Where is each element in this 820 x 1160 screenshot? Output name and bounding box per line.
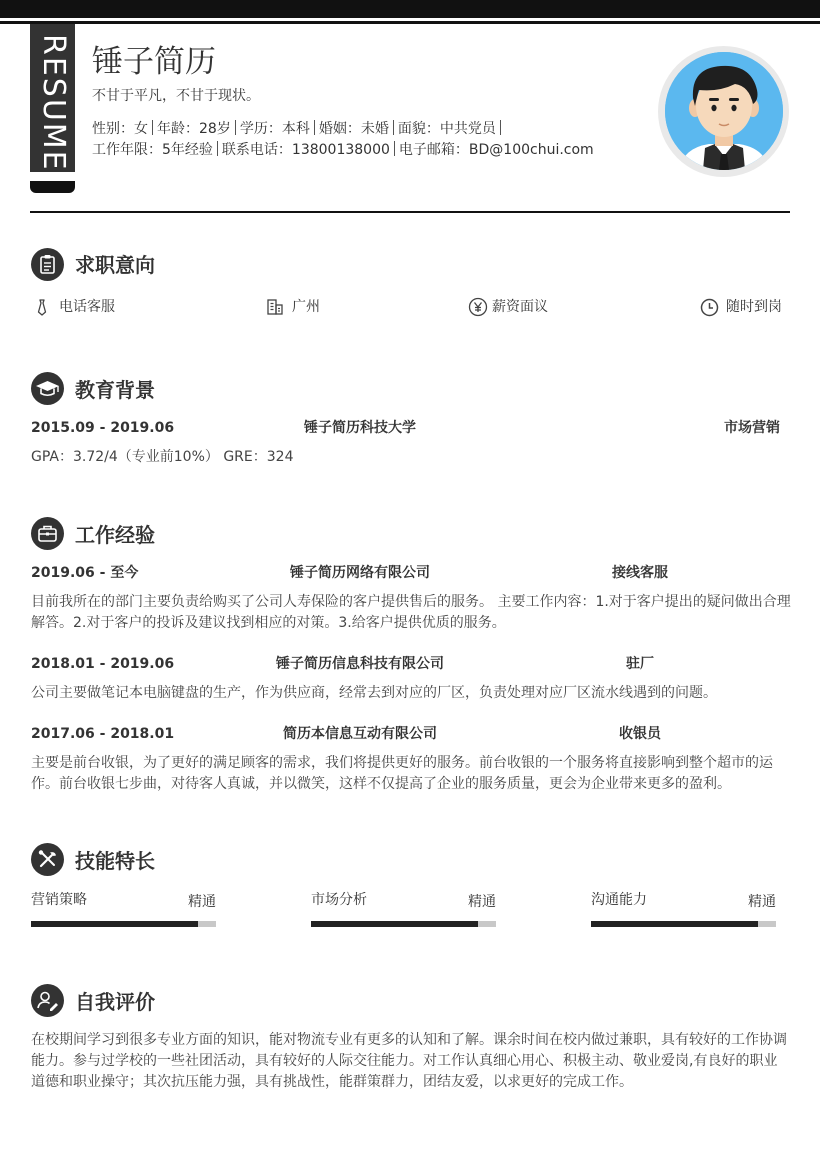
work-desc-2: 公司主要做笔记本电脑键盘的生产，作为供应商，经常去到对应的厂区，负责处理对应厂区流水线遇到的问题。: [31, 685, 717, 701]
tie-icon: [33, 298, 51, 316]
intent-position-text: 电话客服: [59, 299, 115, 315]
section-title-skills: 技能特长: [75, 849, 155, 873]
section-title-education: 教育背景: [75, 378, 155, 402]
resume-label: RESUME: [36, 34, 71, 172]
personal-info-line-1: [92, 119, 505, 139]
skill-bar-fill-3: [591, 921, 758, 927]
skill-name-2: 市场分析: [311, 892, 367, 908]
header-rule: [30, 211, 790, 213]
work-role-3: 收银员: [619, 726, 661, 742]
avatar: [665, 52, 783, 170]
graduation-cap-icon: [31, 372, 64, 405]
info-phone: 联系电话：13800138000: [221, 142, 390, 158]
skill-level-3: 精通: [748, 894, 776, 910]
intent-availability-text: 随时到岗: [726, 299, 782, 315]
info-age: 年龄：28岁: [157, 121, 231, 137]
skill-bar-2: [311, 921, 496, 927]
motto: 不甘于平凡，不甘于现状。: [92, 88, 260, 104]
skill-name-1: 营销策略: [31, 892, 87, 908]
person-edit-icon: [31, 984, 64, 1017]
building-icon: [266, 298, 284, 316]
info-education: 学历：本科: [239, 121, 310, 137]
skill-name-3: 沟通能力: [591, 892, 647, 908]
work-company-3: 简历本信息互动有限公司: [283, 726, 437, 742]
top-line: [0, 21, 820, 24]
candidate-name: 锤子简历: [92, 44, 216, 80]
intent-salary-text: 薪资面议: [492, 299, 548, 315]
avatar-illustration: [665, 52, 783, 170]
personal-info-line-2: [92, 140, 594, 160]
clipboard-icon: [31, 248, 64, 281]
info-experience: 工作年限：5年经验: [92, 142, 213, 158]
skill-bar-fill-1: [31, 921, 198, 927]
work-period-2: 2018.01 - 2019.06: [31, 656, 175, 672]
education-period: 2015.09 - 2019.06: [31, 420, 175, 436]
skill-level-1: 精通: [188, 894, 216, 910]
work-desc-1: 目前我所在的部门主要负责给购买了公司人寿保险的客户提供售后的服务。 主要工作内容：1.对于客户提出的疑问做出合理解答。2.对于客户的投诉及建议找到相应的对策。3.给客户提供优质的服务。: [31, 594, 791, 631]
work-period-1: 2019.06 - 至今: [31, 565, 139, 581]
info-political: 面貌：中共党员: [397, 121, 496, 137]
tools-icon: [31, 843, 64, 876]
info-email: 电子邮箱：BD@100chui.com: [398, 142, 594, 158]
info-marital: 婚姻：未婚: [318, 121, 389, 137]
section-title-self: 自我评价: [75, 990, 155, 1014]
section-title-intent: 求职意向: [75, 253, 155, 277]
briefcase-icon: [31, 517, 64, 550]
skill-level-2: 精通: [468, 894, 496, 910]
work-period-3: 2017.06 - 2018.01: [31, 726, 175, 742]
education-major: 市场营销: [724, 420, 780, 436]
section-title-work: 工作经验: [75, 523, 155, 547]
self-evaluation-text: 在校期间学习到很多专业方面的知识，能对物流专业有更多的认知和了解。课余时间在校内做过兼职，具有较好的工作协调能力。参与过学校的一些社团活动，具有较好的人际交往能力。对工作认真细心用心、积极主动、敬业爱岗,有良好的职业道德和职业操守；其次抗压能力强，具有挑战性，能群策群力，团结友爱，以求更好的完成工作。: [31, 1032, 787, 1090]
intent-city-text: 广州: [292, 299, 320, 315]
top-bar: [0, 0, 820, 18]
education-school: 锤子简历科技大学: [304, 420, 416, 436]
work-role-1: 接线客服: [612, 565, 668, 581]
yen-icon: [468, 297, 488, 317]
resume-tab-foot: [30, 181, 75, 193]
clock-icon: [700, 298, 719, 317]
info-gender: 性别：女: [92, 121, 148, 137]
skill-bar-3: [591, 921, 776, 927]
skill-bar-fill-2: [311, 921, 478, 927]
work-desc-3: 主要是前台收银，为了更好的满足顾客的需求，我们将提供更好的服务。前台收银的一个服务将直接影响到整个超市的运作。前台收银七步曲，对待客人真诚，并以微笑，这样不仅提高了企业的服务质量，更会为企业带来更多的盈利。: [31, 755, 773, 792]
work-company-1: 锤子简历网络有限公司: [290, 565, 430, 581]
skill-bar-1: [31, 921, 216, 927]
work-company-2: 锤子简历信息科技有限公司: [276, 656, 444, 672]
education-detail: GPA：3.72/4（专业前10%） GRE：324: [31, 449, 294, 465]
work-role-2: 驻厂: [626, 656, 654, 672]
